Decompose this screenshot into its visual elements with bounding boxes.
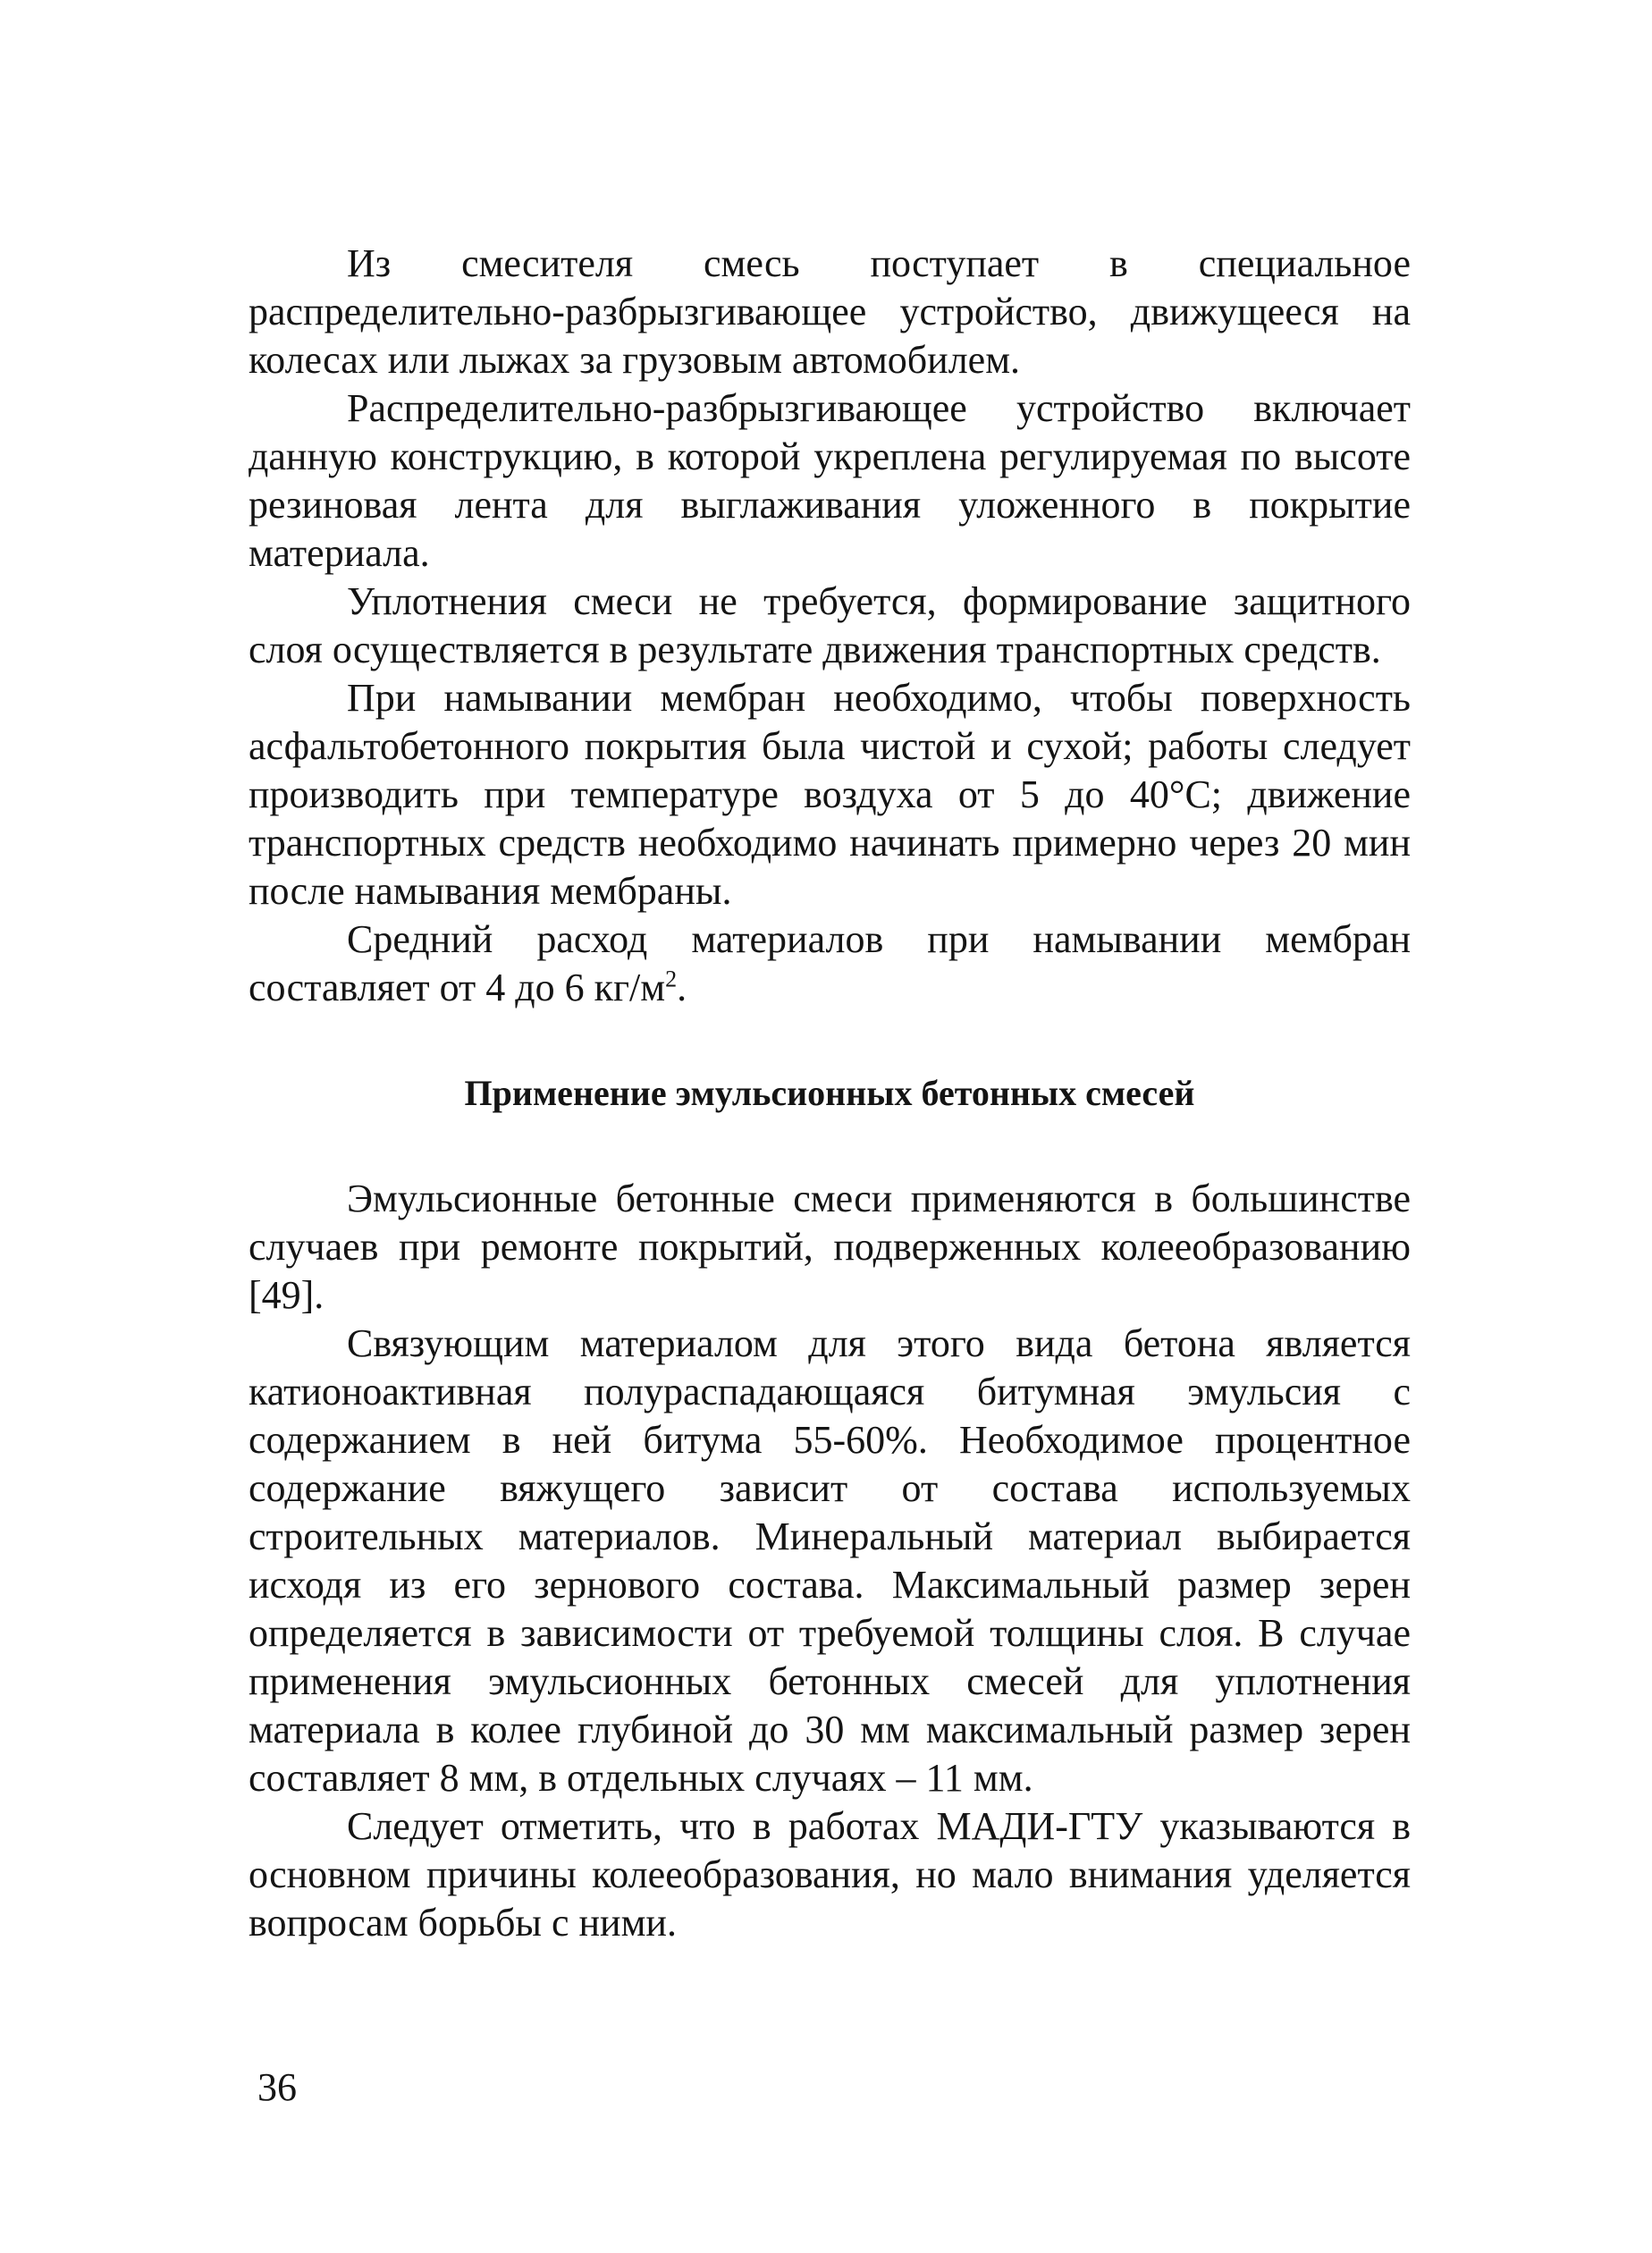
consumption-text: Средний расход материалов при намывании мембран составляет от 4 до 6 кг/м [249,917,1411,1009]
consumption-superscript: 2 [665,966,678,992]
paragraph-binder-material: Связующим материалом для этого вида бетона является катионоактивная полураспадающаяся битумная эмульсия с содержанием в ней битума 55-60%. Необходимое процентное содержание вяжущего зависит от состава используемых строительных материалов. Минеральный материал выбирается исходя из его зернового состава. Максимальный размер зерен определяется в зависимости от требуемой толщины слоя. В случае применения эмульсионных бетонных смесей для уплотнения материала в колее глубиной до 30 мм максимальный размер зерен составляет 8 мм, в отдельных случаях – 11 мм. [249,1321,1411,1800]
consumption-tail: . [677,966,687,1009]
section-heading: Применение эмульсионных бетонных смесей [464,1073,1195,1113]
paragraph-madi-note: Следует отметить, что в работах МАДИ-ГТУ указываются в основном причины колееобразования, но мало внимания уделяется вопросам борьбы с ними. [249,1804,1411,1945]
body-text [249,240,1411,1947]
paragraph-mixer-output: Из смесителя смесь поступает в специальное распределительно-разбрызгивающее устройство, движущееся на колесах или лыжах за грузовым автомобилем. [249,241,1411,382]
paragraph-membrane-conditions: При намывании мембран необходимо, чтобы поверхность асфальтобетонного покрытия была чистой и сухой; работы следует производить при температуре воздуха от 5 до 40°С; движение транспортных средств необходимо начинать примерно через 20 мин после намывания мембраны. [249,676,1411,913]
paragraph-emulsion-usage: Эмульсионные бетонные смеси применяются в большинстве случаев при ремонте покрытий, подверженных колееобразованию [49]. [249,1177,1411,1317]
page-number: 36 [257,2065,297,2109]
paragraph-spreader-device: Распределительно-разбрызгивающее устройство включает данную конструкцию, в которой укреплена регулируемая по высоте резиновая лента для выглаживания уложенного в покрытие материала. [249,386,1411,575]
paragraph-compaction: Уплотнения смеси не требуется, формирование защитного слоя осуществляется в результате движения транспортных средств. [249,579,1411,671]
paragraph-consumption [249,916,1411,1012]
